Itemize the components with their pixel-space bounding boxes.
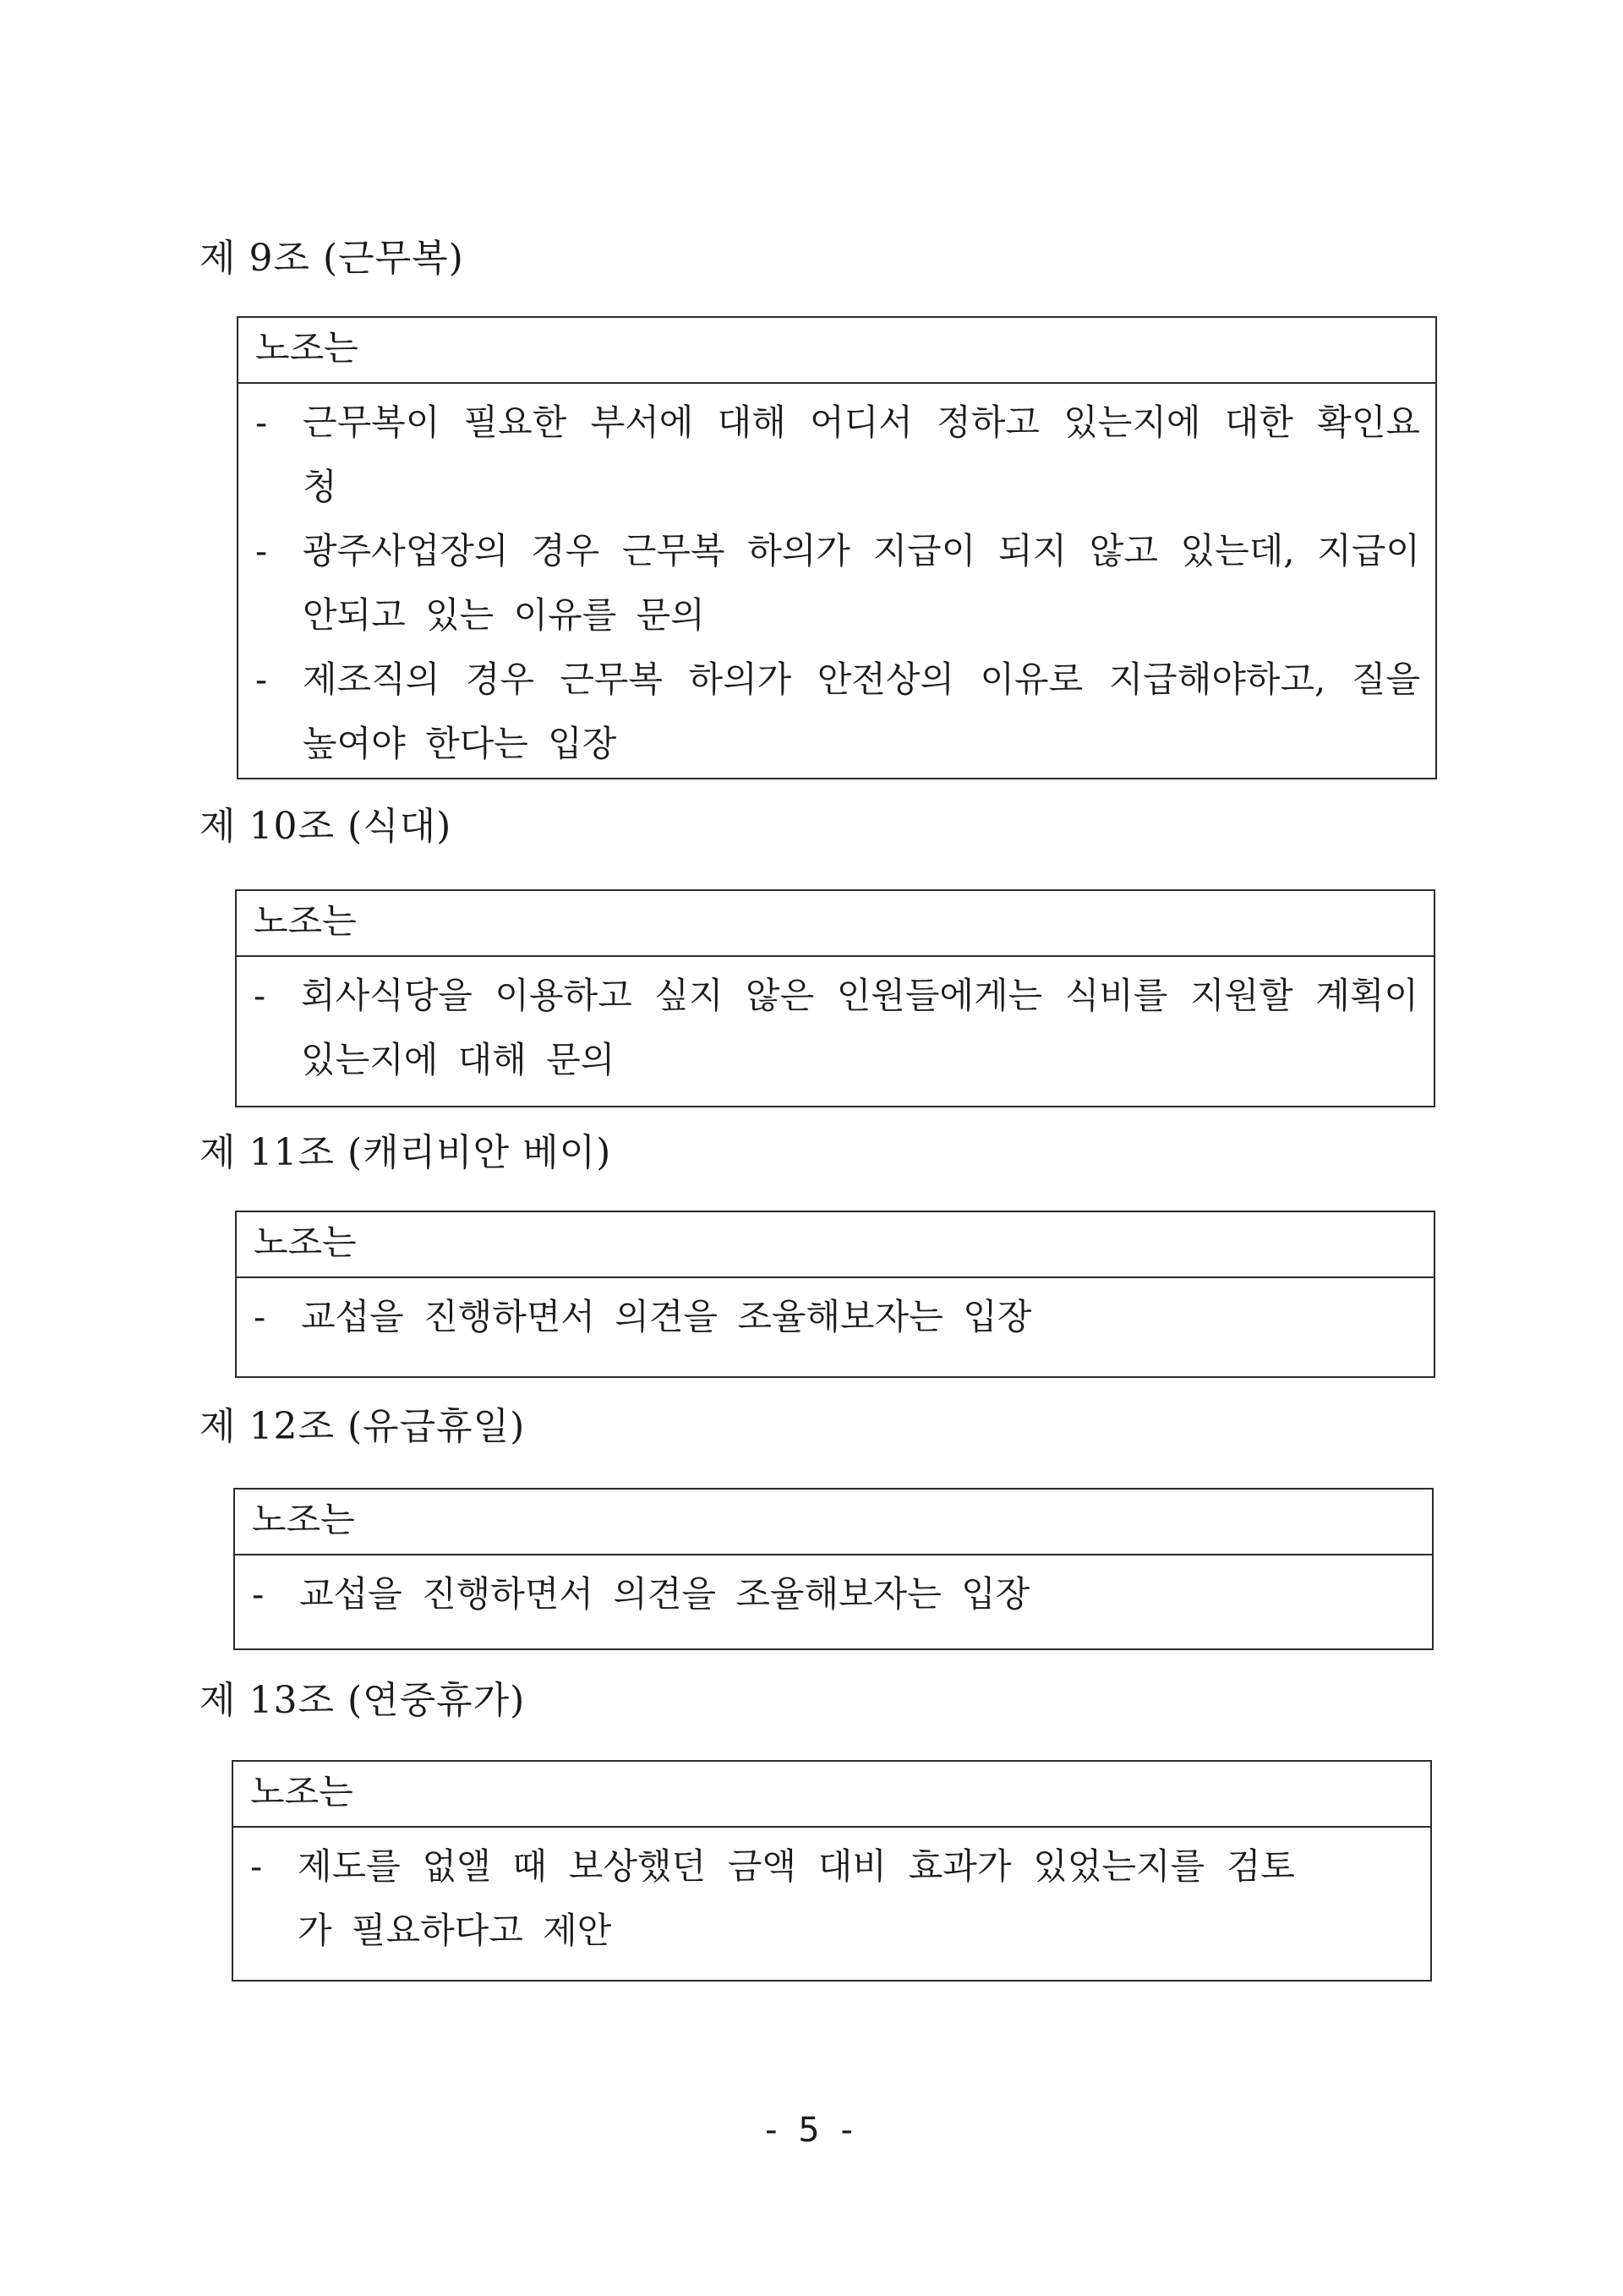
list-item	[250, 1834, 1415, 1963]
list-item-text: 근무복이 필요한 부서에 대해 어디서 정하고 있는지에 대한 확인요청	[303, 402, 1420, 507]
article-10-heading: 제 10조 (식대)	[199, 805, 452, 848]
dash-bullet: -	[255, 659, 268, 700]
list-item-text: 광주사업장의 경우 근무복 하의가 지급이 되지 않고 있는데, 지급이 안되고 있는 이유를 문의	[303, 530, 1420, 636]
dash-bullet: -	[255, 530, 268, 571]
list-item	[252, 1562, 1417, 1626]
article-11-box-body	[237, 1278, 1434, 1356]
list-item-text: 제조직의 경우 근무복 하의가 안전상의 이유로 지급해야하고, 질을 높여야 한다는 입장	[303, 659, 1420, 764]
dash-bullet: -	[255, 402, 268, 443]
article-12-box-body	[235, 1555, 1432, 1633]
list-item	[254, 964, 1418, 1092]
article-11-heading: 제 11조 (캐리비안 베이)	[199, 1131, 612, 1174]
article-9-box-header: 노조는	[238, 318, 1435, 384]
article-13-box-header: 노조는	[233, 1762, 1430, 1828]
list-item	[255, 519, 1420, 648]
article-9-heading: 제 9조 (근무복)	[199, 237, 464, 280]
article-12-heading: 제 12조 (유급휴일)	[199, 1405, 526, 1448]
list-item	[255, 648, 1420, 776]
list-item-text: 제도를 없앨 때 보상했던 금액 대비 효과가 있었는지를 검토가 필요하다고 제안	[298, 1845, 1295, 1951]
dash-bullet: -	[254, 975, 266, 1016]
article-9-box	[237, 316, 1437, 779]
dash-bullet: -	[252, 1573, 265, 1615]
article-10-box-header: 노조는	[237, 891, 1434, 957]
article-13-heading: 제 13조 (연중휴가)	[199, 1679, 526, 1722]
dash-bullet: -	[254, 1296, 266, 1337]
list-item	[254, 1285, 1418, 1349]
article-12-box	[233, 1488, 1434, 1650]
article-11-box	[235, 1211, 1435, 1378]
page-number: - 5 -	[765, 2111, 858, 2150]
article-11-box-header: 노조는	[237, 1212, 1434, 1278]
list-item-text: 교섭을 진행하면서 의견을 조율해보자는 입장	[299, 1573, 1030, 1615]
article-10-box	[235, 889, 1435, 1107]
list-item-text: 회사식당을 이용하고 싶지 않은 인원들에게는 식비를 지원할 계획이 있는지에 대해 문의	[301, 975, 1418, 1080]
list-item-text: 교섭을 진행하면서 의견을 조율해보자는 입장	[301, 1296, 1032, 1337]
article-13-box-body	[233, 1828, 1430, 1970]
dash-bullet: -	[250, 1845, 263, 1887]
article-13-box	[232, 1760, 1432, 1982]
article-10-box-body	[237, 957, 1434, 1099]
article-9-box-body	[238, 384, 1435, 783]
list-item	[255, 391, 1420, 519]
article-12-box-header: 노조는	[235, 1490, 1432, 1555]
